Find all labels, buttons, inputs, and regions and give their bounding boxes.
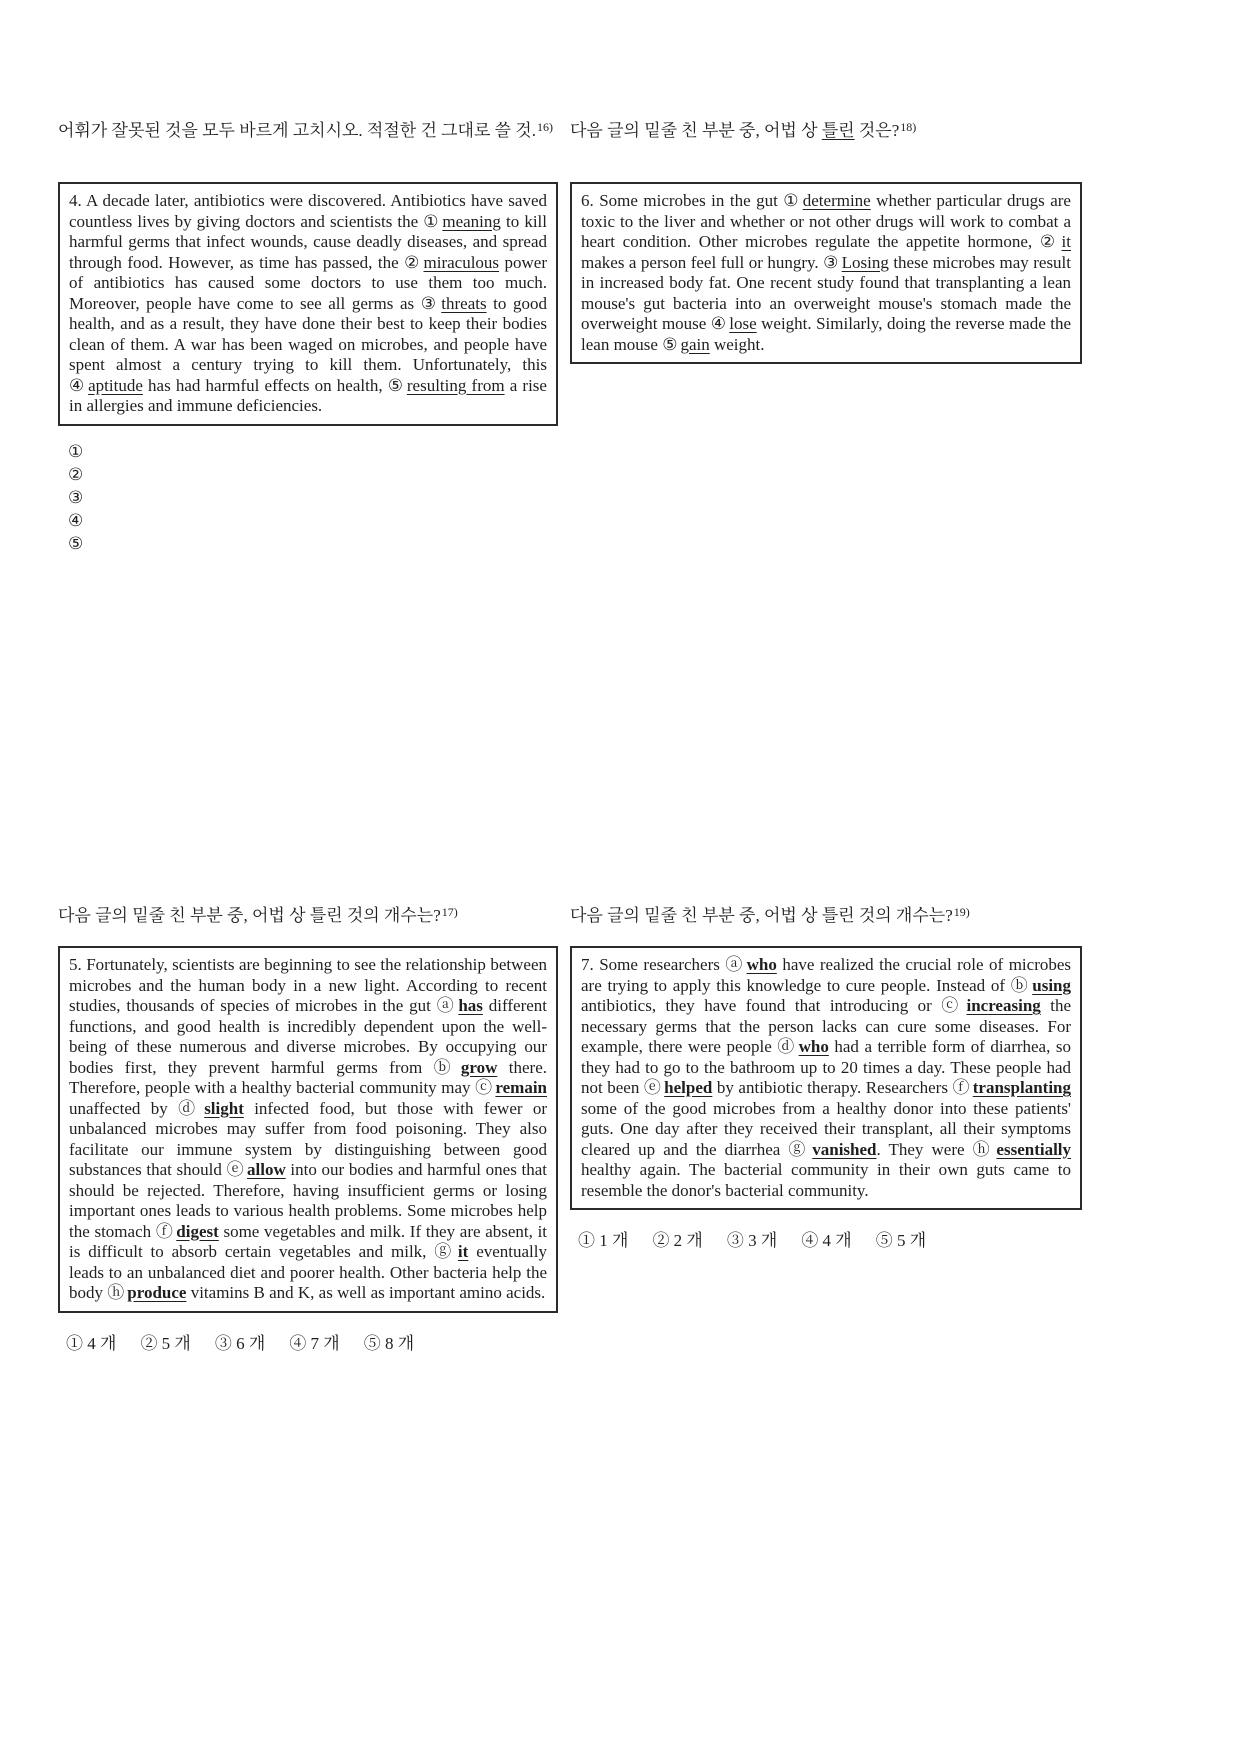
answer-blank: ⑤	[68, 533, 84, 553]
circled-marker: ⓐ	[436, 996, 456, 1015]
circled-marker: ①	[783, 191, 800, 210]
instruction-text: 어휘가 잘못된 것을 모두 바르게 고치시오. 적절한 건 그대로 쓸 것.	[58, 121, 536, 140]
circled-marker: ⓑ	[433, 1057, 458, 1077]
circled-marker: ⑤	[387, 375, 404, 395]
instruction-text: 다음 글의 밑줄 친 부분 중, 어법 상 틀린 것의 개수는?	[58, 906, 441, 925]
question-6-instruction	[570, 118, 1082, 182]
question-6-section	[570, 118, 1082, 364]
footnote-ref-19: 19)	[953, 905, 970, 919]
question-7-section	[570, 903, 1082, 1251]
circled-marker: ⓓ	[178, 1098, 202, 1118]
choice-option: ③ 3 개	[726, 1231, 778, 1250]
question-5-passage: 5. Fortunately, scientists are beginning to see the relationship between microbes and the human body in a new light. According to recent studies, thousands of species of microbes in the gut ⓐ has different functions, and good health is incredibly dependent upon the well-being of these numerous and diverse microbes. By occupying our bodies first, they prevent harmful germs from ⓑ grow there. Therefore, people with a healthy bacterial community may ⓒ remain unaffected by ⓓ slight infected food, but those with fewer or unbalanced microbes may suffer from food poisoning. They also facilitate our immune system by distinguishing between good substances that should ⓔ allow into our bodies and harmful ones that should be rejected. Therefore, having insufficient germs or losing important ones leads to various health problems. Some microbes help the stomach ⓕ digest some vegetables and milk. If they are absent, it is difficult to absorb certain vegetables and milk, ⓖ it eventually leads to an unbalanced diet and poorer health. Other bacteria help the body ⓗ produce vitamins B and K, as well as important amino acids.	[69, 955, 548, 1302]
circled-marker: ⓕ	[952, 1078, 970, 1097]
choice-option: ④ 4 개	[801, 1231, 852, 1250]
footnote-ref-17: 17)	[441, 905, 458, 919]
question-5-passage-box	[58, 946, 558, 1313]
circled-marker: ④	[710, 314, 727, 333]
circled-marker: ②	[1039, 232, 1059, 251]
choice-option: ③ 6 개	[214, 1333, 266, 1353]
choice-option: ② 5 개	[140, 1333, 191, 1353]
circled-marker: ⓔ	[643, 1078, 662, 1097]
circled-marker: ⓒ	[941, 996, 964, 1015]
circled-marker: ⓖ	[434, 1242, 455, 1261]
circled-marker: ⓗ	[107, 1283, 125, 1302]
question-4-section	[58, 118, 558, 555]
choice-option: ④ 7 개	[289, 1333, 340, 1353]
circled-marker: ③	[823, 252, 839, 272]
circled-marker: ⓕ	[155, 1221, 174, 1241]
circled-marker: ⓑ	[1010, 975, 1030, 995]
question-4-passage: 4. A decade later, antibiotics were discovered. Antibiotics have saved countless lives by giving doctors and scientists the ① meaning to kill harmful germs that infect wounds, cause deadly diseases, and spread through food. However, as time has passed, the ② miraculous power of antibiotics has caused some doctors to use them too much. Moreover, people have come to see all germs as ③ threats to good health, and as a result, they have done their best to keep their bodies clean of them. A war has been waged on microbes, and people have spent almost a century trying to kill them. Unfortunately, this ④ aptitude has had harmful effects on health, ⑤ resulting from a rise in allergies and immune deficiencies.	[69, 191, 547, 415]
circled-marker: ⓖ	[788, 1139, 810, 1159]
question-4-instruction	[58, 118, 558, 182]
circled-marker: ⑤	[662, 334, 678, 354]
circled-marker: ④	[69, 375, 86, 395]
circled-marker: ⓓ	[777, 1037, 796, 1056]
question-7-passage: 7. Some researchers ⓐ who have realized the crucial role of microbes are trying to apply this knowledge to cure people. Instead of ⓑ using antibiotics, they have found that introducing or ⓒ increasing the necessary germs that the person lacks can cure some diseases. For example, there were people ⓓ who had a terrible form of diarrhea, so they had to go to the bathroom up to 20 times a day. These people had not been ⓔ helped by antibiotic therapy. Researchers ⓕ transplanting some of the good microbes from a healthy donor into these patients' guts. One day after they received their transplant, all their symptoms cleared up and the diarrhea ⓖ vanished. They were ⓗ essentially healthy again. The bacterial community in their own guts came to resemble the donor's bacterial community.	[581, 955, 1072, 1200]
circled-marker: ①	[423, 211, 440, 231]
instruction-text: 다음 글의 밑줄 친 부분 중, 어법 상 틀린 것은?	[570, 121, 900, 140]
answer-blank: ①	[68, 441, 84, 461]
question-5-instruction	[58, 903, 558, 930]
question-4-passage-box	[58, 182, 558, 426]
choice-option: ② 2 개	[652, 1231, 703, 1250]
answer-blank: ②	[68, 464, 84, 484]
circled-marker: ③	[420, 293, 439, 313]
question-6-passage-box	[570, 182, 1082, 364]
answer-blank: ③	[68, 487, 84, 507]
question-7-instruction	[570, 903, 1082, 930]
answer-blank: ④	[68, 510, 84, 530]
circled-marker: ②	[404, 252, 421, 272]
footnote-ref-16: 16)	[536, 120, 553, 134]
question-7-passage-box	[570, 946, 1082, 1210]
choice-option: ① 1 개	[578, 1231, 629, 1250]
question-5-section	[58, 903, 558, 1354]
circled-marker: ⓐ	[725, 955, 744, 974]
choice-option: ⑤ 5 개	[875, 1231, 927, 1250]
choice-option: ① 4 개	[66, 1333, 117, 1353]
circled-marker: ⓒ	[475, 1078, 493, 1097]
question-5-choices	[58, 1329, 558, 1354]
question-7-choices	[570, 1226, 1082, 1251]
instruction-text: 다음 글의 밑줄 친 부분 중, 어법 상 틀린 것의 개수는?	[570, 906, 953, 925]
circled-marker: ⓗ	[972, 1139, 994, 1159]
question-4-answer-blanks	[58, 440, 558, 555]
footnote-ref-18: 18)	[900, 120, 917, 134]
choice-option: ⑤ 8 개	[363, 1333, 415, 1353]
question-6-passage: 6. Some microbes in the gut ① determine whether particular drugs are toxic to the liver and whether or not other drugs will work to combat a heart condition. Other microbes regulate the appetite hormone, ② it makes a person feel full or hungry. ③ Losing these microbes may result in increased body fat. One recent study found that transplanting a lean mouse's gut bacteria into an overweight mouse's stomach made the overweight mouse ④ lose weight. Similarly, doing the reverse made the lean mouse ⑤ gain weight.	[581, 191, 1072, 354]
circled-marker: ⓔ	[226, 1160, 245, 1179]
